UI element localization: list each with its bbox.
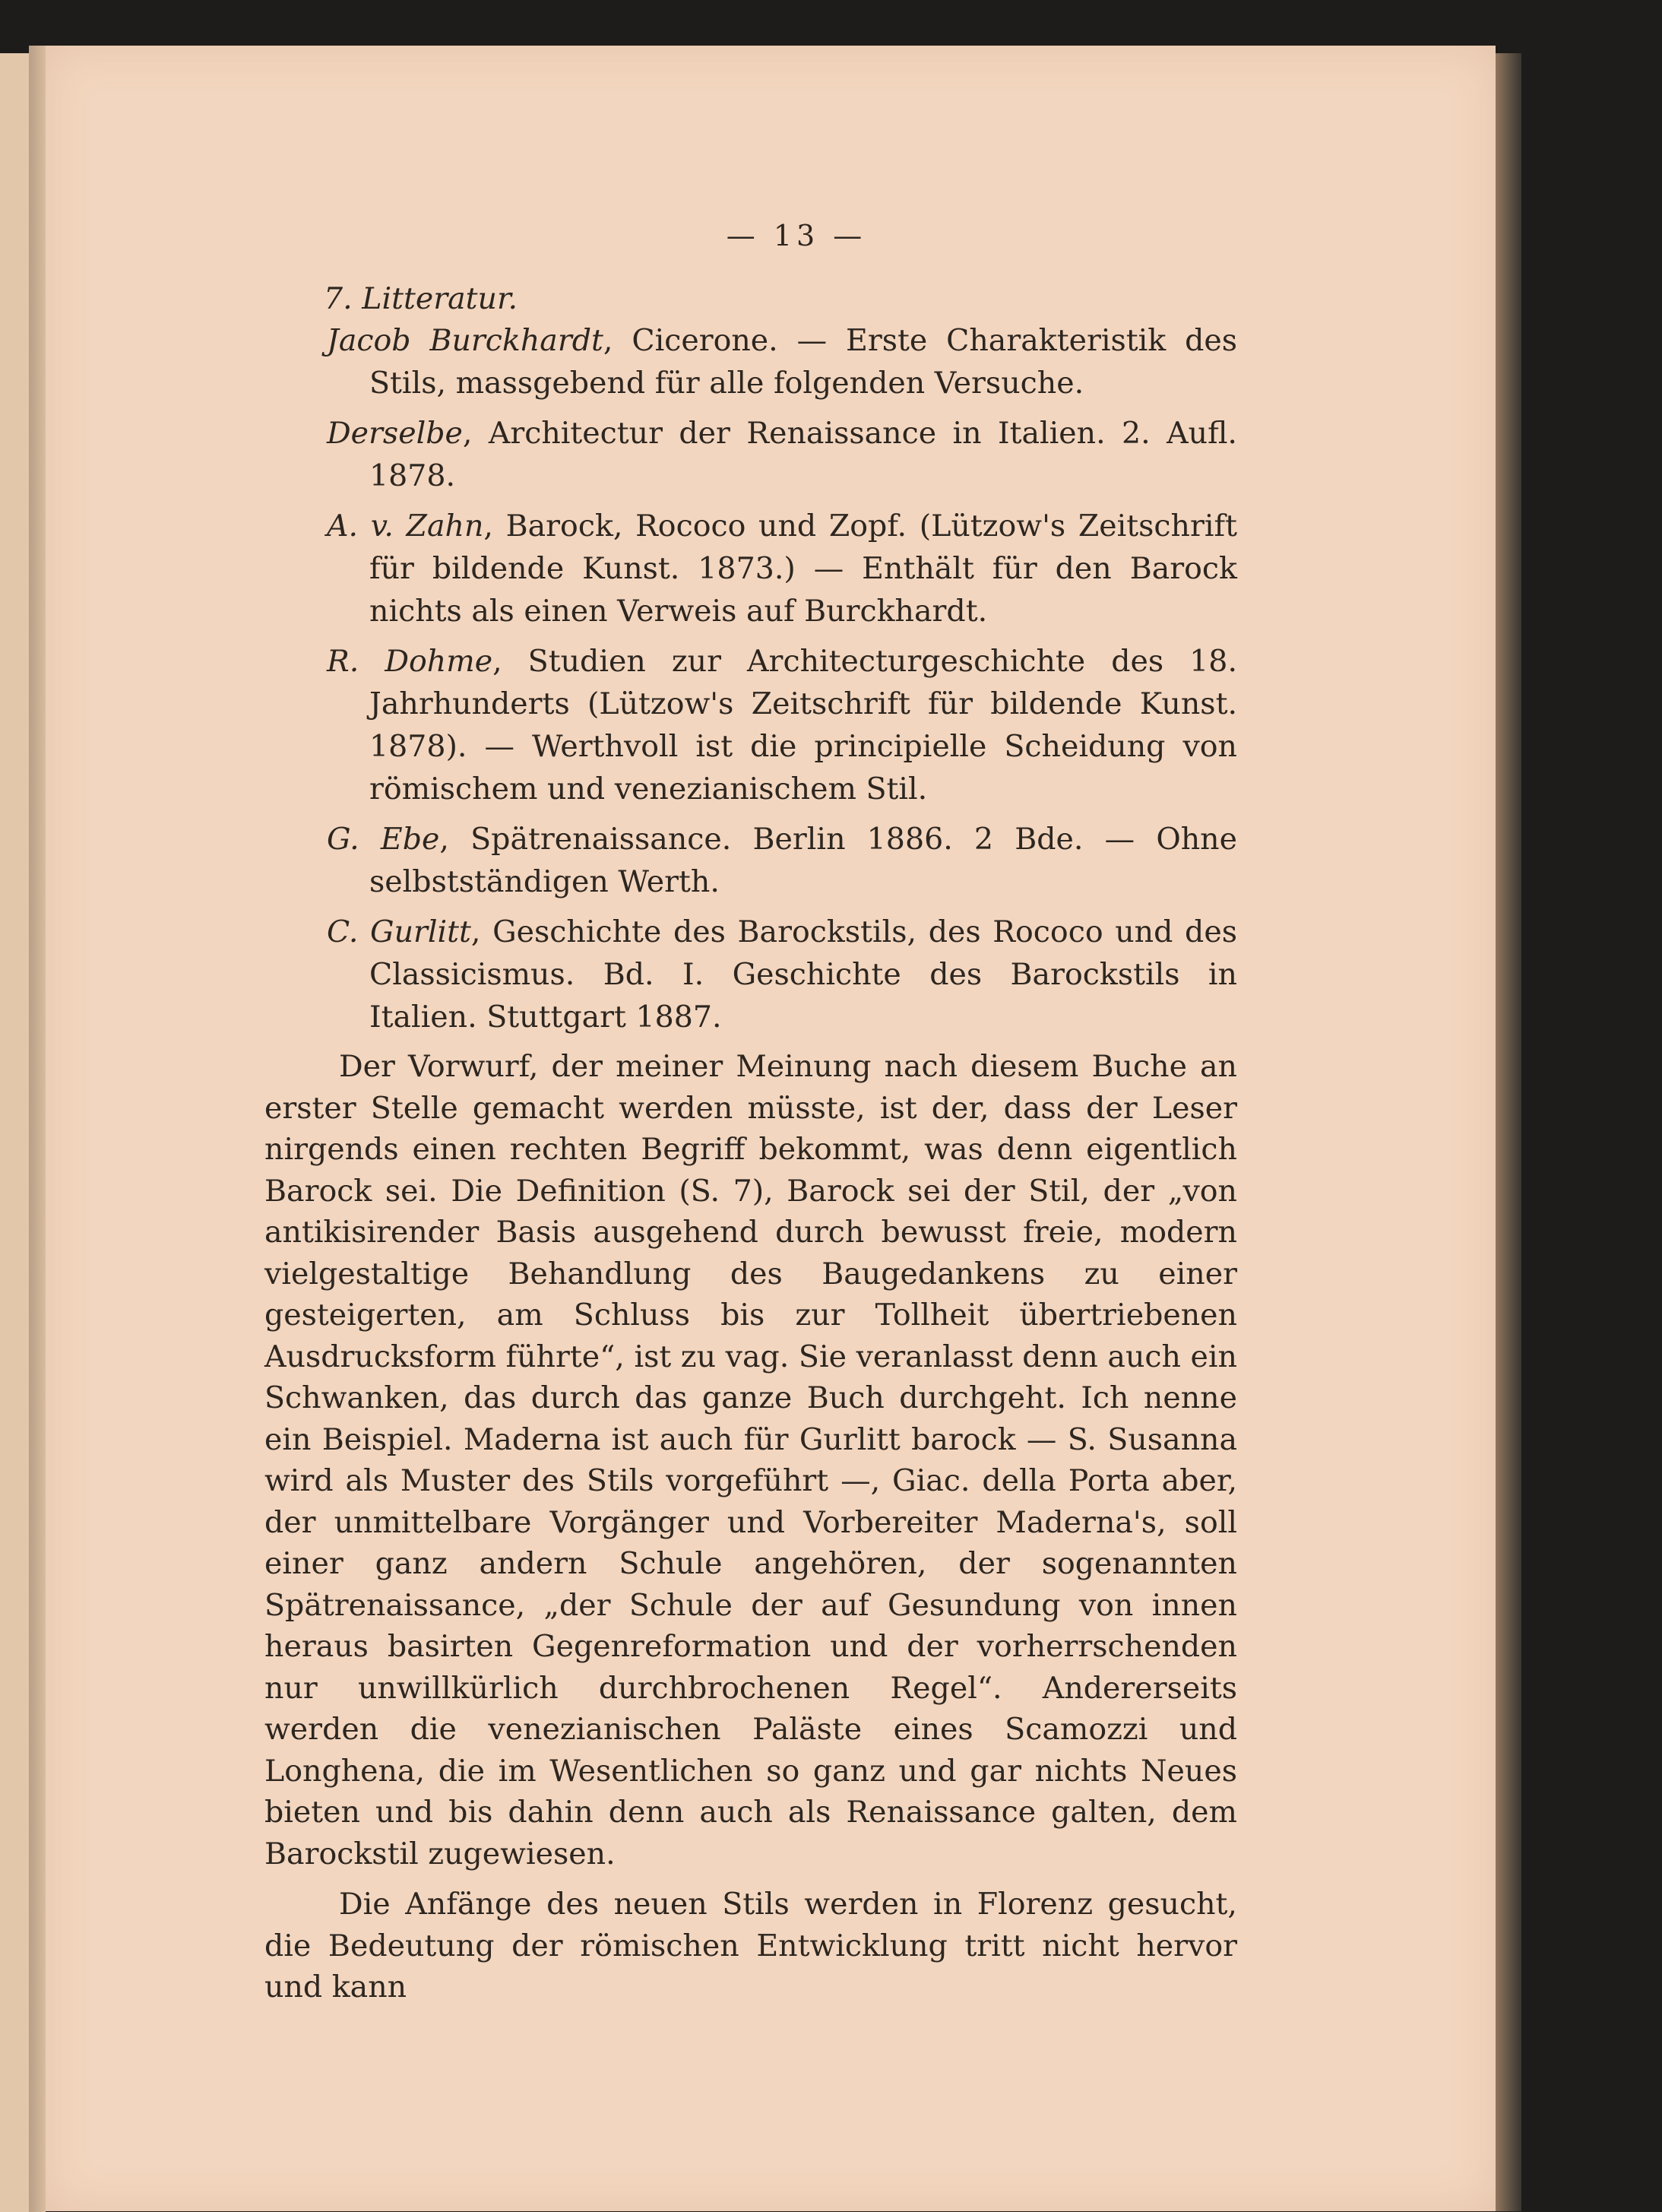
book-gutter [29,46,46,2212]
bibliography-entry [257,412,1237,497]
entry-text: , Geschichte des Barockstils, des Rococo und des Classicismus. Bd. I. Geschichte des Barockstils in Italien. Stuttgart 1887. [369,914,1237,1035]
section-heading: 7. Litteratur. [324,281,518,316]
entry-text: , Architectur der Renaissance in Italien. 2. Aufl. 1878. [369,416,1237,493]
body-paragraph: Die Anfänge des neuen Stils werden in Florenz gesucht, die Bedeutung der römischen Entwicklung tritt nicht hervor und kann [264,1887,1237,2004]
entry-author: G. Ebe [327,822,440,857]
entry-author: Jacob Burckhardt [327,323,603,358]
bibliography-entry [257,505,1237,632]
bibliography-entry [257,911,1237,1038]
page-fore-edge [1491,53,1521,2211]
previous-page-edge [0,53,30,2212]
entry-author: Derselbe [327,416,463,451]
entry-author: C. Gurlitt [327,914,471,949]
entry-author: R. Dohme [327,644,493,679]
entry-text: , Barock, Rococo und Zopf. (Lützow's Zeitschrift für bildende Kunst. 1873.) — Enthält für den Barock nichts als einen Verweis auf Burckhardt. [369,509,1237,629]
entry-text: , Cicerone. — Erste Charakteristik des Stils, massgebend für alle folgenden Versuche. [369,323,1237,401]
page-text [211,219,1237,2017]
page-number: — 13 — [726,219,867,252]
body-paragraph: Der Vorwurf, der meiner Meinung nach diesem Buche an erster Stelle gemacht werden müsste, ist der, dass der Leser nirgends einen rechten Begriff bekommt, was denn eigentlich Barock sei. Die Definition (S. 7), Barock sei der Stil, der „von antikisirender Basis ausgehend durch bewusst freie, modern vielgestaltige Behandlung des Baugedankens zu einer gesteigerten, am Schluss bis zur Tollheit übertriebenen Ausdrucksform führte“, ist zu vag. Sie veranlasst denn auch ein Schwanken, das durch das ganze Buch durchgeht. Ich nenne ein Beispiel. Maderna ist auch für Gurlitt barock — S. Susanna wird als Muster des Stils vorgeführt —, Giac. della Porta aber, der unmittelbare Vorgänger und Vorbereiter Maderna's, soll einer ganz andern Schule angehören, der sogenannten Spätrenaissance, „der Schule der auf Gesundung von innen heraus basirten Gegenreformation und der vorherrschenden nur unwillkürlich durchbrochenen Regel“. Andererseits werden die venezianischen Paläste eines Scamozzi und Longhena, die im Wesentlichen so ganz und gar nichts Neues bieten und bis dahin denn auch als Renaissance galten, dem Barockstil zugewiesen. [264,1049,1237,1871]
bibliography-entry [257,319,1237,404]
bibliography-entry [257,640,1237,810]
entry-author: A. v. Zahn [327,509,484,543]
entry-text: , Studien zur Architecturgeschichte des 18. Jahrhunderts (Lützow's Zeitschrift für bildende Kunst. 1878). — Werthvoll ist die principielle Scheidung von römischem und venezianischem Stil. [369,644,1237,807]
entry-text: , Spätrenaissance. Berlin 1886. 2 Bde. — Ohne selbstständigen Werth. [369,822,1237,899]
bibliography-entry [257,818,1237,903]
